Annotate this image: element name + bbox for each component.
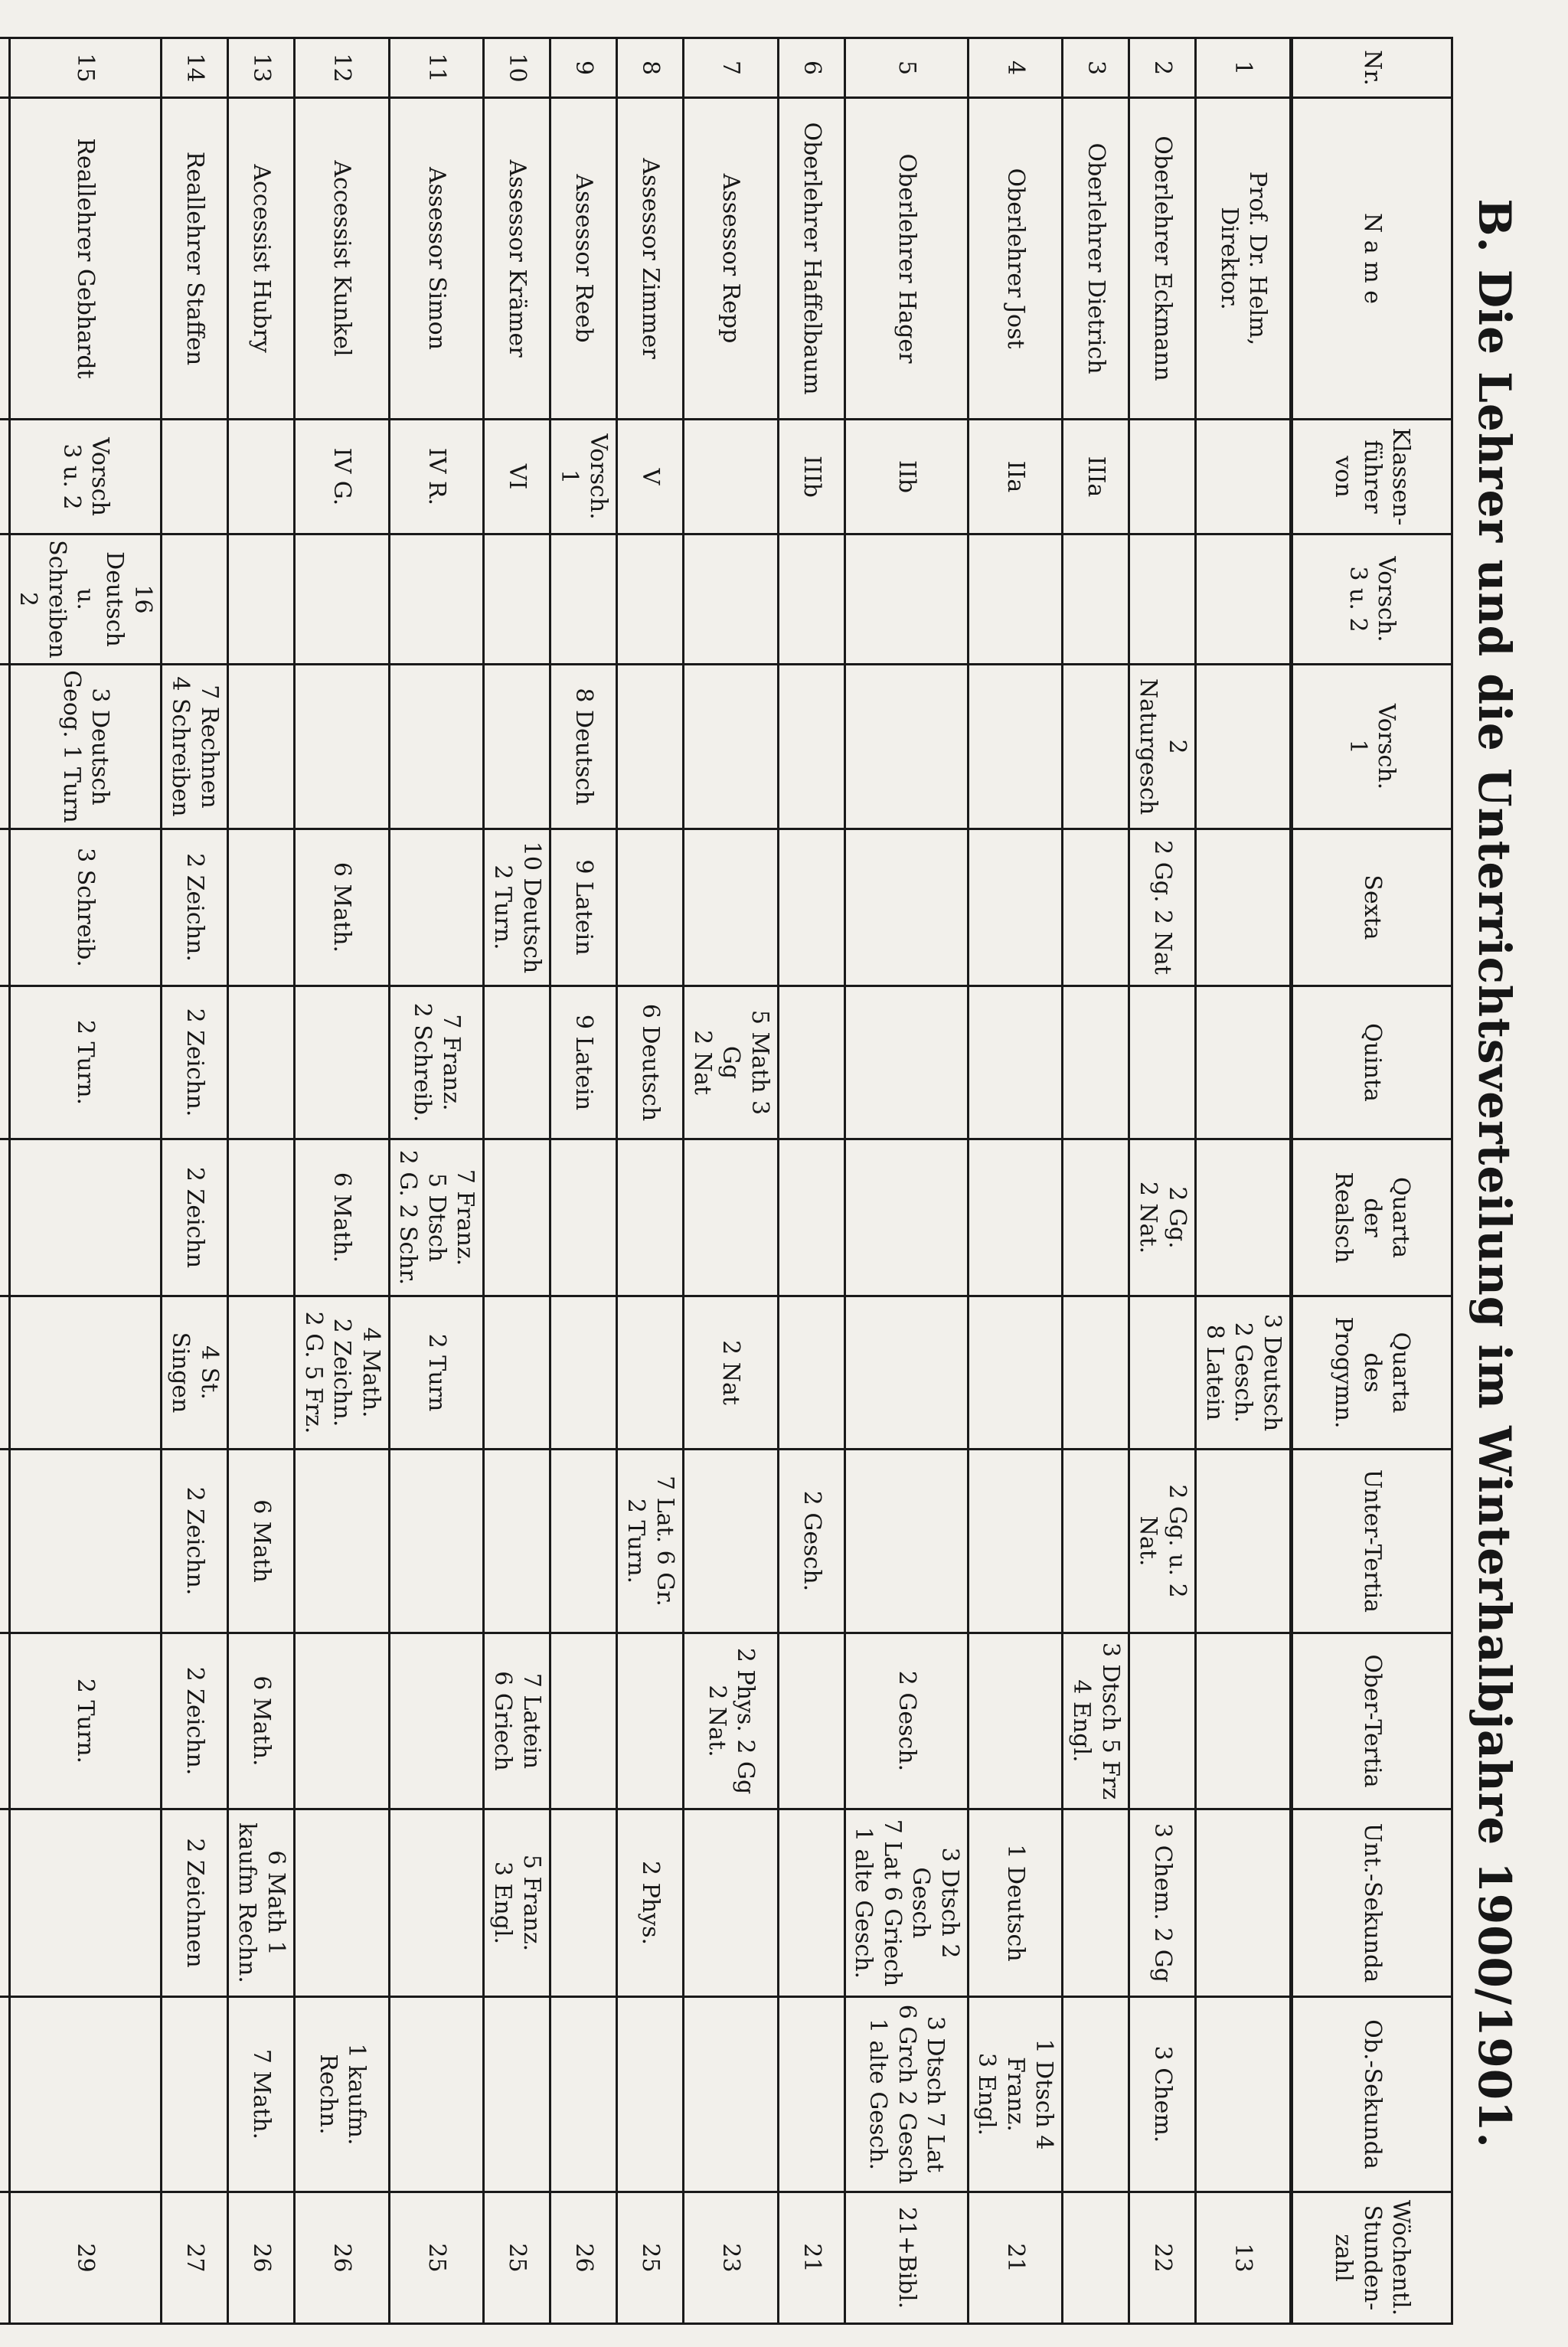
cell-name: Assessor Reeb — [550, 98, 617, 420]
cell-quarta-real: 7 Franz. 5 Dtsch 2 G. 2 Schr. — [390, 1139, 485, 1296]
cell-vorsch32 — [0, 534, 10, 665]
cell-vorsch1 — [969, 665, 1063, 829]
cell-quinta — [969, 986, 1063, 1139]
cell-untersekunda — [1063, 1809, 1129, 1997]
cell-quinta — [779, 986, 845, 1139]
cell-untertertia: 2 Gg. u. 2 Nat. — [1129, 1450, 1196, 1633]
cell-untersekunda — [390, 1809, 485, 1997]
cell-sexta — [969, 829, 1063, 986]
table-row — [617, 38, 684, 2324]
cell-sexta — [228, 829, 295, 986]
cell-vorsch32 — [779, 534, 845, 665]
cell-vorsch32 — [162, 534, 228, 665]
cell-quinta — [1196, 986, 1292, 1139]
cell-obersekunda — [617, 1997, 684, 2192]
cell-obertertia — [295, 1633, 390, 1809]
cell-klassenfuehrer — [1129, 420, 1196, 534]
cell-nr: 8 — [617, 38, 684, 98]
cell-klassenfuehrer: Vorsch. 1 — [550, 420, 617, 534]
cell-vorsch1 — [684, 665, 779, 829]
cell-untersekunda — [550, 1809, 617, 1997]
header-quinta: Quinta — [1292, 986, 1452, 1139]
cell-klassenfuehrer: IIb — [845, 420, 969, 534]
cell-vorsch1 — [484, 665, 550, 829]
cell-klassenfuehrer — [162, 420, 228, 534]
cell-quinta — [0, 986, 10, 1139]
header-name: N a m e — [1292, 98, 1452, 420]
cell-vorsch32 — [1063, 534, 1129, 665]
cell-vorsch32 — [845, 534, 969, 665]
cell-obersekunda — [1196, 1997, 1292, 2192]
cell-obersekunda — [162, 1997, 228, 2192]
cell-untertertia — [1196, 1450, 1292, 1633]
cell-untertertia — [1063, 1450, 1129, 1633]
cell-untertertia: 6 Math — [228, 1450, 295, 1633]
header-vorsch32: Vorsch. 3 u. 2 — [1292, 534, 1452, 665]
cell-obersekunda — [484, 1997, 550, 2192]
cell-nr: 15 — [10, 38, 162, 98]
cell-klassenfuehrer: IV G. — [295, 420, 390, 534]
cell-quinta: 5 Math 3 Gg 2 Nat — [684, 986, 779, 1139]
header-obertertia: Ober-Tertia — [1292, 1633, 1452, 1809]
cell-obersekunda: 7 Math. — [228, 1997, 295, 2192]
cell-untersekunda — [295, 1809, 390, 1997]
cell-quinta — [1129, 986, 1196, 1139]
table-row — [684, 38, 779, 2324]
cell-vorsch1: 7 Rechnen 4 Schreiben — [162, 665, 228, 829]
cell-nr: 5 — [845, 38, 969, 98]
cell-vorsch32 — [390, 534, 485, 665]
cell-obersekunda — [0, 1997, 10, 2192]
cell-obertertia — [779, 1633, 845, 1809]
cell-vorsch1 — [295, 665, 390, 829]
table-row — [1063, 38, 1129, 2324]
cell-nr: 11 — [390, 38, 485, 98]
cell-klassenfuehrer: VI — [484, 420, 550, 534]
cell-name — [0, 98, 10, 420]
table-row — [969, 38, 1063, 2324]
header-sexta: Sexta — [1292, 829, 1452, 986]
cell-quinta: 9 Latein — [550, 986, 617, 1139]
cell-untertertia — [969, 1450, 1063, 1633]
cell-quarta-progymn: 4 St. Singen — [162, 1296, 228, 1450]
cell-klassenfuehrer — [228, 420, 295, 534]
cell-stundenzahl: 23 — [684, 2192, 779, 2324]
header-quarta-progymn: Quarta des Progymn. — [1292, 1296, 1452, 1450]
cell-klassenfuehrer — [1196, 420, 1292, 534]
cell-vorsch32 — [969, 534, 1063, 665]
cell-sexta — [1063, 829, 1129, 986]
cell-stundenzahl: 26 — [228, 2192, 295, 2324]
cell-vorsch32: 16 Deutsch u. Schreiben 2 — [10, 534, 162, 665]
cell-untersekunda: 6 Math 1 kaufm Rechn. — [228, 1809, 295, 1997]
cell-sexta — [617, 829, 684, 986]
cell-untersekunda — [10, 1809, 162, 1997]
header-untersekunda: Unt.-Sekunda — [1292, 1809, 1452, 1997]
cell-stundenzahl: 21 — [969, 2192, 1063, 2324]
cell-quarta-progymn: 2 Nat — [684, 1296, 779, 1450]
cell-untertertia — [295, 1450, 390, 1633]
cell-quarta-progymn: 4 Math. 2 Zeichn. 2 G. 5 Frz. — [295, 1296, 390, 1450]
cell-quarta-progymn — [1063, 1296, 1129, 1450]
cell-name: Oberlehrer Eckmann — [1129, 98, 1196, 420]
cell-quarta-progymn — [779, 1296, 845, 1450]
cell-sexta — [1196, 829, 1292, 986]
cell-quarta-real — [684, 1139, 779, 1296]
cell-vorsch1: 3 Deutsch Geog. 1 Turn — [10, 665, 162, 829]
cell-vorsch1 — [1063, 665, 1129, 829]
cell-klassenfuehrer: Vorsch 3 u. 2 — [10, 420, 162, 534]
table-row — [162, 38, 228, 2324]
cell-nr: 6 — [779, 38, 845, 98]
cell-sexta: 2 Zeichn. — [162, 829, 228, 986]
cell-obertertia — [0, 1633, 10, 1809]
cell-stundenzahl: 21 — [779, 2192, 845, 2324]
cell-quarta-progymn: 3 Deutsch 2 Gesch. 8 Latein — [1196, 1296, 1292, 1450]
cell-nr: 4 — [969, 38, 1063, 98]
cell-stundenzahl: 22 — [1129, 2192, 1196, 2324]
cell-untertertia: 2 Zeichn. — [162, 1450, 228, 1633]
cell-stundenzahl — [1063, 2192, 1129, 2324]
cell-quinta — [845, 986, 969, 1139]
cell-vorsch1 — [617, 665, 684, 829]
cell-quarta-real — [1196, 1139, 1292, 1296]
cell-vorsch32 — [228, 534, 295, 665]
cell-sexta: 3 Schreib. — [10, 829, 162, 986]
cell-quinta — [484, 986, 550, 1139]
cell-quarta-progymn — [550, 1296, 617, 1450]
cell-name: Reallehrer Staffen — [162, 98, 228, 420]
cell-stundenzahl: 29 — [10, 2192, 162, 2324]
cell-untersekunda: 5 Franz. 3 Engl. — [484, 1809, 550, 1997]
cell-untersekunda — [1196, 1809, 1292, 1997]
cell-sexta — [390, 829, 485, 986]
header-klassenfuehrer: Klassen- führer von — [1292, 420, 1452, 534]
cell-obertertia: 2 Zeichn. — [162, 1633, 228, 1809]
cell-quinta — [295, 986, 390, 1139]
cell-vorsch1 — [779, 665, 845, 829]
cell-stundenzahl — [0, 2192, 10, 2324]
cell-untertertia — [0, 1450, 10, 1633]
cell-vorsch32 — [1129, 534, 1196, 665]
cell-klassenfuehrer — [0, 420, 10, 534]
header-untertertia: Unter-Tertia — [1292, 1450, 1452, 1633]
cell-obertertia: 2 Gesch. — [845, 1633, 969, 1809]
cell-sexta: 10 Deutsch 2 Turn. — [484, 829, 550, 986]
cell-quarta-real — [550, 1139, 617, 1296]
cell-quarta-progymn — [845, 1296, 969, 1450]
cell-vorsch32 — [684, 534, 779, 665]
cell-name: Accessist Hubry — [228, 98, 295, 420]
cell-name: Accessist Kunkel — [295, 98, 390, 420]
cell-quarta-progymn — [617, 1296, 684, 1450]
cell-quarta-progymn — [969, 1296, 1063, 1450]
cell-sexta — [779, 829, 845, 986]
cell-quinta — [228, 986, 295, 1139]
cell-sexta — [845, 829, 969, 986]
table-row — [295, 38, 390, 2324]
cell-sexta: 9 Latein — [550, 829, 617, 986]
table-row — [390, 38, 485, 2324]
cell-vorsch32 — [1196, 534, 1292, 665]
cell-untersekunda: 2 Zeichnen — [162, 1809, 228, 1997]
cell-untersekunda: 1 Deutsch — [969, 1809, 1063, 1997]
cell-name: Oberlehrer Dietrich — [1063, 98, 1129, 420]
cell-quarta-real: 6 Math. — [295, 1139, 390, 1296]
page-title: B. Die Lehrer und die Unterrichtsverteilung im Winterhalbjahre 1900/1901. — [1468, 198, 1521, 2149]
cell-vorsch1 — [228, 665, 295, 829]
cell-quinta: 6 Deutsch — [617, 986, 684, 1139]
cell-name: Prof. Dr. Helm, Direktor. — [1196, 98, 1292, 420]
cell-vorsch1: 8 Deutsch — [550, 665, 617, 829]
cell-untersekunda: 3 Chem. 2 Gg — [1129, 1809, 1196, 1997]
cell-name: Assessor Repp — [684, 98, 779, 420]
cell-untersekunda: 3 Dtsch 2 Gesch 7 Lat 6 Griech 1 alte Gesch. — [845, 1809, 969, 1997]
cell-stundenzahl: 26 — [295, 2192, 390, 2324]
cell-stundenzahl: 13 — [1196, 2192, 1292, 2324]
cell-nr: 3 — [1063, 38, 1129, 98]
header-row — [1292, 38, 1452, 2324]
cell-vorsch32 — [550, 534, 617, 665]
cell-quarta-real — [969, 1139, 1063, 1296]
cell-nr: 1 — [1196, 38, 1292, 98]
table-row — [0, 38, 10, 2324]
table-row — [484, 38, 550, 2324]
cell-untertertia — [10, 1450, 162, 1633]
cell-obersekunda: 3 Chem. — [1129, 1997, 1196, 2192]
table-row — [1196, 38, 1292, 2324]
cell-nr: 13 — [228, 38, 295, 98]
cell-quarta-progymn — [10, 1296, 162, 1450]
cell-nr: 9 — [550, 38, 617, 98]
header-stundenzahl: Wöchentl. Stunden- zahl — [1292, 2192, 1452, 2324]
cell-untersekunda — [684, 1809, 779, 1997]
cell-quarta-real — [1063, 1139, 1129, 1296]
table-row — [228, 38, 295, 2324]
cell-klassenfuehrer: IIIb — [779, 420, 845, 534]
cell-obertertia: 2 Turn. — [10, 1633, 162, 1809]
cell-stundenzahl: 25 — [484, 2192, 550, 2324]
cell-untersekunda — [0, 1809, 10, 1997]
cell-obersekunda — [10, 1997, 162, 2192]
cell-obersekunda — [684, 1997, 779, 2192]
cell-nr: 14 — [162, 38, 228, 98]
cell-obertertia — [1196, 1633, 1292, 1809]
cell-obertertia: 2 Phys. 2 Gg 2 Nat. — [684, 1633, 779, 1809]
cell-quinta — [1063, 986, 1129, 1139]
cell-obertertia: 7 Latein 6 Griech — [484, 1633, 550, 1809]
cell-quinta: 2 Turn. — [10, 986, 162, 1139]
table-row — [779, 38, 845, 2324]
cell-sexta — [684, 829, 779, 986]
cell-quarta-real — [0, 1139, 10, 1296]
cell-obertertia — [550, 1633, 617, 1809]
cell-untertertia — [550, 1450, 617, 1633]
cell-nr: 12 — [295, 38, 390, 98]
cell-sexta: 2 Gg. 2 Nat — [1129, 829, 1196, 986]
cell-quarta-real — [484, 1139, 550, 1296]
header-obersekunda: Ob.-Sekunda — [1292, 1997, 1452, 2192]
cell-quarta-real — [845, 1139, 969, 1296]
cell-stundenzahl: 26 — [550, 2192, 617, 2324]
cell-name: Oberlehrer Jost — [969, 98, 1063, 420]
header-nr: Nr. — [1292, 38, 1452, 98]
cell-name: Reallehrer Gebhardt — [10, 98, 162, 420]
cell-untersekunda: 2 Phys. — [617, 1809, 684, 1997]
cell-quarta-progymn: 2 Turn — [390, 1296, 485, 1450]
cell-stundenzahl: 25 — [617, 2192, 684, 2324]
cell-obersekunda: 3 Dtsch 7 Lat 6 Grch 2 Gesch 1 alte Gesch. — [845, 1997, 969, 2192]
schedule-table — [0, 37, 1453, 2325]
cell-obersekunda: 1 Dtsch 4 Franz. 3 Engl. — [969, 1997, 1063, 2192]
cell-vorsch32 — [295, 534, 390, 665]
cell-quarta-progymn — [1129, 1296, 1196, 1450]
cell-vorsch1 — [845, 665, 969, 829]
cell-name: Oberlehrer Hager — [845, 98, 969, 420]
cell-quarta-progymn — [228, 1296, 295, 1450]
cell-name: Assessor Simon — [390, 98, 485, 420]
cell-quarta-real: 2 Zeichn — [162, 1139, 228, 1296]
header-vorsch1: Vorsch. 1 — [1292, 665, 1452, 829]
cell-nr: 7 — [684, 38, 779, 98]
cell-obersekunda — [779, 1997, 845, 2192]
cell-vorsch32 — [484, 534, 550, 665]
cell-obersekunda: 1 kaufm. Rechn. — [295, 1997, 390, 2192]
cell-vorsch1 — [1196, 665, 1292, 829]
cell-quinta: 2 Zeichn. — [162, 986, 228, 1139]
cell-untertertia — [484, 1450, 550, 1633]
cell-vorsch1 — [0, 665, 10, 829]
cell-klassenfuehrer: IIa — [969, 420, 1063, 534]
cell-name: Assessor Krämer — [484, 98, 550, 420]
table-row — [845, 38, 969, 2324]
cell-klassenfuehrer: V — [617, 420, 684, 534]
cell-stundenzahl: 27 — [162, 2192, 228, 2324]
cell-quarta-real — [10, 1139, 162, 1296]
cell-obersekunda — [1063, 1997, 1129, 2192]
cell-name: Oberlehrer Haffelbaum — [779, 98, 845, 420]
cell-vorsch1 — [390, 665, 485, 829]
table-row — [1129, 38, 1196, 2324]
cell-nr: 2 — [1129, 38, 1196, 98]
cell-untertertia: 7 Lat. 6 Gr. 2 Turn. — [617, 1450, 684, 1633]
cell-obersekunda — [390, 1997, 485, 2192]
cell-obertertia: 3 Dtsch 5 Frz 4 Engl. — [1063, 1633, 1129, 1809]
cell-klassenfuehrer — [684, 420, 779, 534]
cell-untersekunda — [779, 1809, 845, 1997]
cell-name: Assessor Zimmer — [617, 98, 684, 420]
cell-untertertia — [845, 1450, 969, 1633]
cell-sexta — [0, 829, 10, 986]
cell-vorsch1: 2 Naturgesch — [1129, 665, 1196, 829]
cell-nr — [0, 38, 10, 98]
table-row — [550, 38, 617, 2324]
cell-klassenfuehrer: IV R. — [390, 420, 485, 534]
table-row — [10, 38, 162, 2324]
cell-quarta-progymn — [484, 1296, 550, 1450]
cell-stundenzahl: 25 — [390, 2192, 485, 2324]
cell-quarta-real — [779, 1139, 845, 1296]
cell-quarta-real — [617, 1139, 684, 1296]
cell-untertertia — [684, 1450, 779, 1633]
cell-klassenfuehrer: IIIa — [1063, 420, 1129, 534]
cell-vorsch32 — [617, 534, 684, 665]
cell-obertertia — [1129, 1633, 1196, 1809]
cell-obertertia — [390, 1633, 485, 1809]
cell-untertertia: 2 Gesch. — [779, 1450, 845, 1633]
cell-quinta: 7 Franz. 2 Schreib. — [390, 986, 485, 1139]
cell-quarta-real — [228, 1139, 295, 1296]
header-quarta-real: Quarta der Realsch — [1292, 1139, 1452, 1296]
cell-sexta: 6 Math. — [295, 829, 390, 986]
cell-obertertia: 6 Math. — [228, 1633, 295, 1809]
cell-nr: 10 — [484, 38, 550, 98]
cell-untertertia — [390, 1450, 485, 1633]
cell-quarta-real: 2 Gg. 2 Nat. — [1129, 1139, 1196, 1296]
cell-obertertia — [617, 1633, 684, 1809]
cell-obersekunda — [550, 1997, 617, 2192]
cell-obertertia — [969, 1633, 1063, 1809]
cell-stundenzahl: 21+Bibl. — [845, 2192, 969, 2324]
cell-quarta-progymn — [0, 1296, 10, 1450]
